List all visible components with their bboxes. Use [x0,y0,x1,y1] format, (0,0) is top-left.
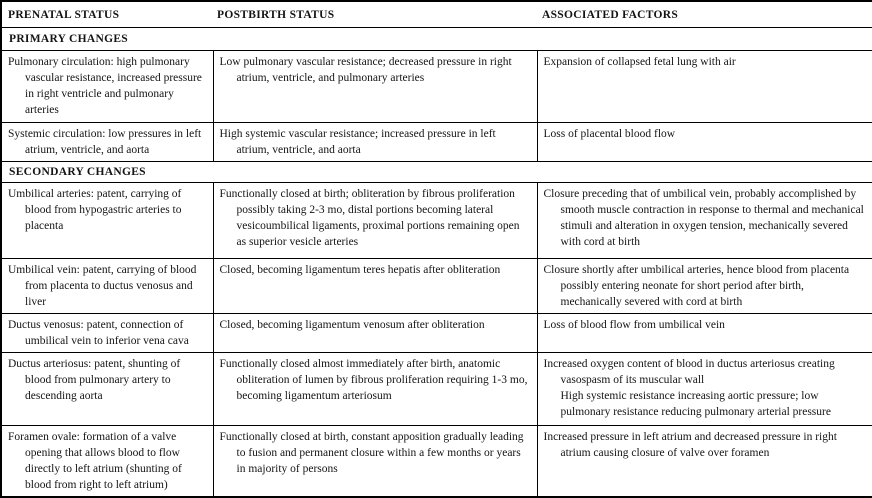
cell-postbirth [213,314,537,353]
cell-prenatal [1,123,213,162]
table-row [1,259,872,314]
column-header-associated-factors: ASSOCIATED FACTORS [537,1,872,28]
cell-text: Umbilical arteries: patent, carrying of blood from hypogastric arteries to placenta [8,188,182,232]
cell-text: Low pulmonary vascular resistance; decreased pressure in right atrium, ventricle, and pulmonary arteries [219,56,512,84]
cell-text: Increased pressure in left atrium and decreased pressure in right atrium causing closure of valve over foramen [543,431,837,459]
cell-prenatal [1,353,213,426]
cell-postbirth [213,353,537,426]
cell-factors [537,314,872,353]
table-header-row [1,1,872,28]
cell-factors [537,123,872,162]
table-row [1,123,872,162]
cell-text: Closed, becoming ligamentum venosum after obliteration [219,319,485,331]
cell-text: Umbilical vein: patent, carrying of blood from placenta to ductus venosus and liver [8,264,197,308]
cell-prenatal [1,259,213,314]
cell-text: Closure preceding that of umbilical vein, probably accomplished by smooth muscle contraction in response to thermal and mechanical stimuli and alteration in oxygen tension, mechanically severed with cord at birth [543,188,864,248]
cell-prenatal [1,314,213,353]
cell-text: High systemic vascular resistance; increased pressure in left atrium, ventricle, and aorta [219,128,496,156]
cell-factors [537,259,872,314]
cell-text: Closed, becoming ligamentum teres hepatis after obliteration [219,264,501,276]
cell-text: Foramen ovale: formation of a valve opening that allows blood to flow directly to left atrium (shunting of blood from right to left atrium) [8,431,182,491]
cell-postbirth [213,51,537,123]
section-header-secondary-changes [1,162,872,183]
cell-text: Ductus arteriosus: patent, shunting of blood from pulmonary artery to descending aorta [8,358,181,402]
table-row [1,51,872,123]
cell-prenatal [1,51,213,123]
cell-postbirth [213,259,537,314]
cell-postbirth [213,426,537,498]
cell-factors [537,353,872,426]
cell-text: Functionally closed almost immediately after birth, anatomic obliteration of lumen by fibrous proliferation requiring 1-3 mo, becoming ligamentum arteriosum [219,358,528,402]
table-row [1,183,872,259]
cell-text: Functionally closed at birth, constant apposition gradually leading to fusion and permanent closure within a few months or years in majority of persons [219,431,524,475]
cell-text: Increased oxygen content of blood in ductus arteriosus creating vasospasm of its muscular wall [543,358,835,386]
table-row [1,426,872,498]
cell-postbirth [213,183,537,259]
section-title: PRIMARY CHANGES [1,28,872,51]
cell-text: Ductus venosus: patent, connection of umbilical vein to inferior vena cava [8,319,189,347]
table-row [1,314,872,353]
cell-text: High systemic resistance increasing aortic pressure; low pulmonary resistance reducing pulmonary arterial pressure [560,390,831,418]
cell-factors [537,426,872,498]
table-row [1,353,872,426]
cell-text: Loss of placental blood flow [543,128,676,140]
cell-text: Pulmonary circulation: high pulmonary vascular resistance, increased pressure in right ventricle and pulmonary arteries [8,56,202,116]
cell-text: Loss of blood flow from umbilical vein [543,319,725,331]
cell-text: Expansion of collapsed fetal lung with air [543,56,736,68]
section-header-primary-changes [1,28,872,51]
cell-text: Systemic circulation: low pressures in left atrium, ventricle, and aorta [8,128,202,156]
cell-factors [537,51,872,123]
column-header-postbirth-status: POSTBIRTH STATUS [213,1,537,28]
cell-text: Functionally closed at birth; obliteration by fibrous proliferation possibly taking 2-3 mo, distal portions becoming lateral vesicoumbilical ligaments, proximal portions remaining open as superior vesicle arteries [219,188,520,248]
cell-prenatal [1,183,213,259]
column-header-prenatal-status: PRENATAL STATUS [1,1,213,28]
cell-postbirth [213,123,537,162]
cell-prenatal [1,426,213,498]
section-title: SECONDARY CHANGES [1,162,872,183]
cell-factors [537,183,872,259]
cell-text: Closure shortly after umbilical arteries, hence blood from placenta possibly entering neonate for short period after birth, mechanically severed with cord at birth [543,264,850,308]
